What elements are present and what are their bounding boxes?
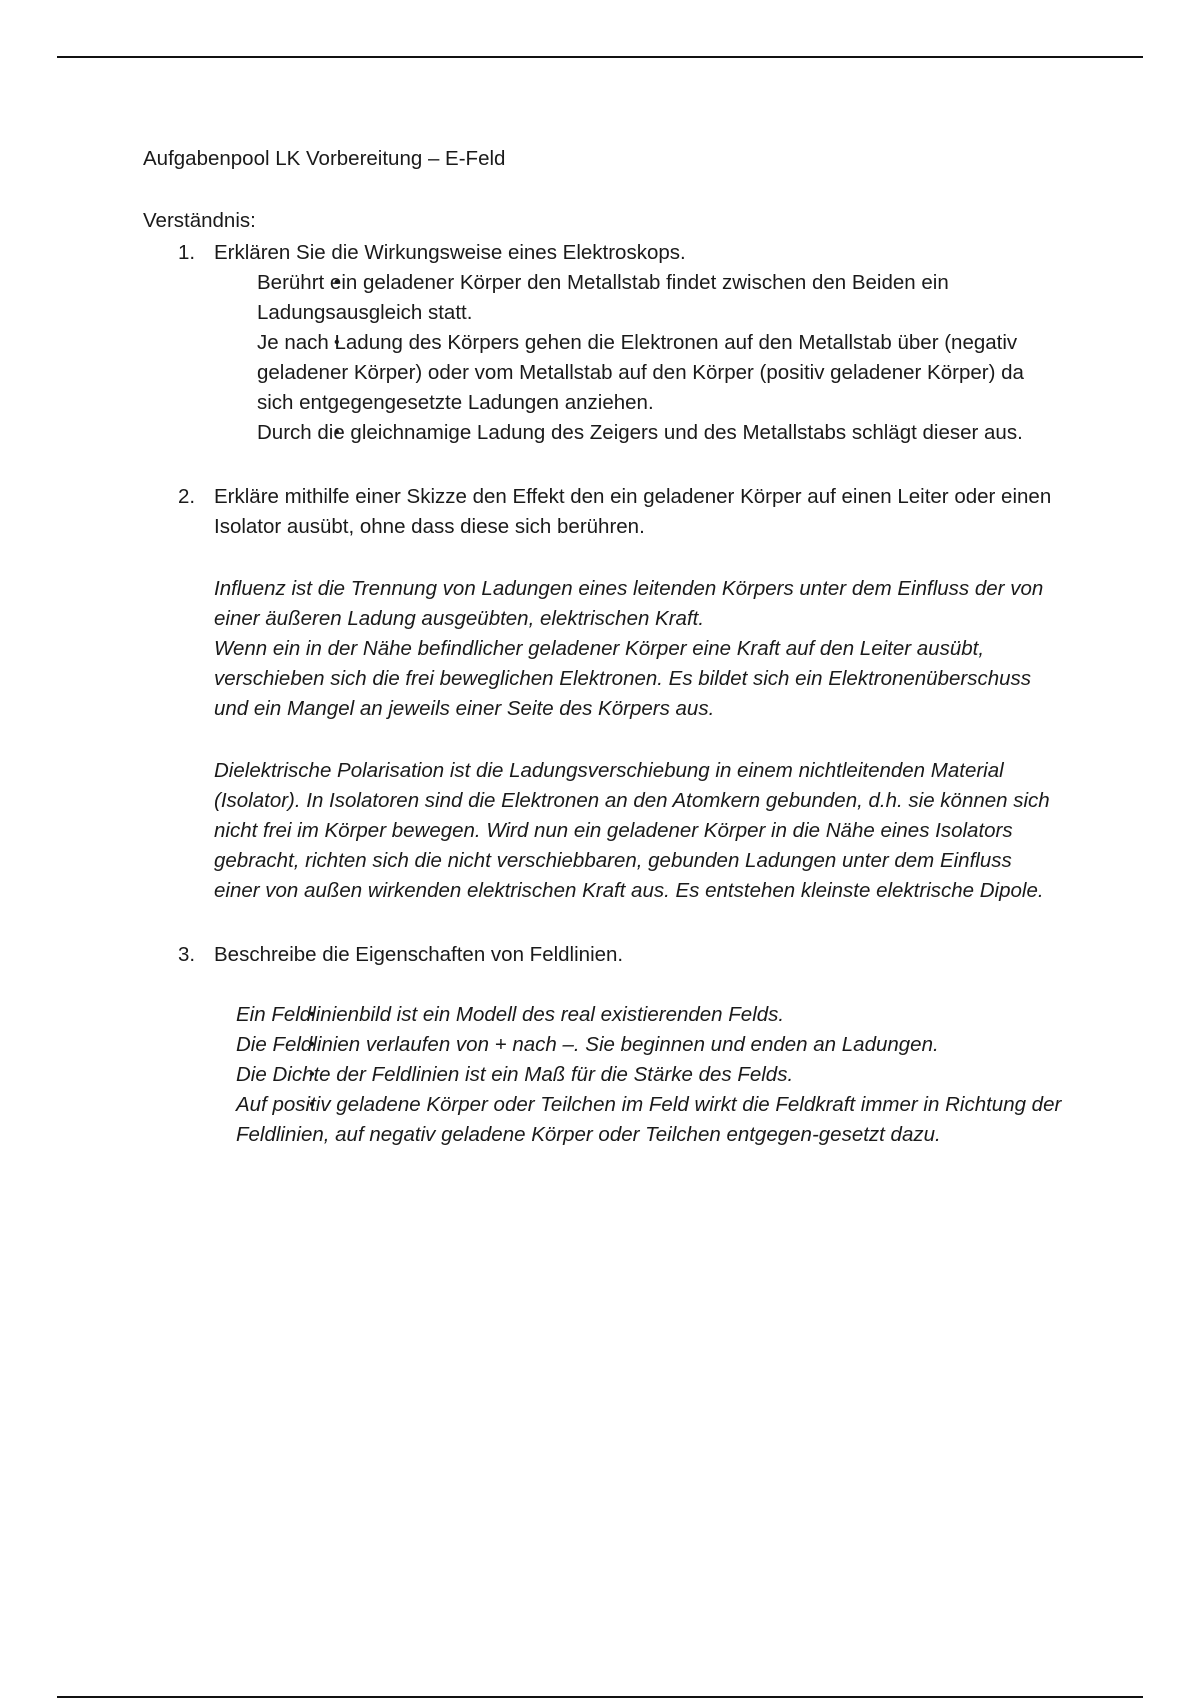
paragraph: Influenz ist die Trennung von Ladungen eines leitenden Körpers unter dem Einfluss der von einer äußeren Ladung ausgeübten, elektrischen Kraft. xyxy=(214,577,1044,630)
list-item: • Die Feldlinien verlaufen von + nach –. Sie beginnen und enden an Ladungen. xyxy=(236,1030,1063,1060)
question-text: Erkläre mithilfe einer Skizze den Effekt den ein geladener Körper auf einen Leiter oder einen Isolator ausübt, ohne dass diese sich berühren. xyxy=(214,485,1052,538)
list-item: • Durch die gleichnamige Ladung des Zeigers und des Metallstabs schlägt dieser aus. xyxy=(257,418,1063,448)
list-item: • Berührt ein geladener Körper den Metallstab findet zwischen den Beiden ein Ladungsausgleich statt. xyxy=(257,268,1063,328)
list-item: • Die Dichte der Feldlinien ist ein Maß für die Stärke des Felds. xyxy=(236,1060,1063,1090)
paragraph: Dielektrische Polarisation ist die Ladungsverschiebung in einem nichtleitenden Material (Isolator). In Isolatoren sind die Elektronen an den Atomkern gebunden, d.h. sie können sich nicht frei im Körper bewegen. Wird nun ein geladener Körper in die Nähe eines Isolators gebracht, richten sich die nicht verschiebbaren, gebunden Ladungen unter dem Einfluss einer von außen wirkenden elektrischen Kraft aus. Es entstehen kleinste elektrische Dipole. xyxy=(214,759,1050,902)
document-body xyxy=(143,144,1063,1150)
question-number: 3. xyxy=(178,943,196,966)
answer-1-list xyxy=(143,268,1063,448)
answer-influenz xyxy=(143,574,1063,724)
document-title: Aufgabenpool LK Vorbereitung – E-Feld xyxy=(143,147,506,170)
question-number: 2. xyxy=(178,485,196,508)
section-heading: Verständnis: xyxy=(143,209,256,232)
question-3 xyxy=(143,940,1063,970)
answer-polarisation xyxy=(143,756,1063,906)
footer-rule xyxy=(57,1696,1143,1698)
list-item: • Je nach Ladung des Körpers gehen die Elektronen auf den Metallstab über (negativ geladener Körper) oder vom Metallstab auf den Körper (positiv geladener Körper) da sich entgegengesetzte Ladungen anziehen. xyxy=(257,328,1063,418)
question-1 xyxy=(143,238,1063,268)
paragraph: Wenn ein in der Nähe befindlicher geladener Körper eine Kraft auf den Leiter ausübt, verschieben sich die frei beweglichen Elektronen. Es bildet sich ein Elektronenüberschuss und ein Mangel an jeweils einer Seite des Körpers aus. xyxy=(214,637,1032,720)
header-rule xyxy=(57,56,1143,58)
question-text: Erklären Sie die Wirkungsweise eines Elektroskops. xyxy=(214,241,686,264)
answer-3-list xyxy=(143,1000,1063,1150)
list-item: • Ein Feldlinienbild ist ein Modell des real existierenden Felds. xyxy=(236,1000,1063,1030)
question-number: 1. xyxy=(178,241,196,264)
list-item: • Auf positiv geladene Körper oder Teilchen im Feld wirkt die Feldkraft immer in Richtung der Feldlinien, auf negativ geladene Körper oder Teilchen entgegen-gesetzt dazu. xyxy=(236,1090,1063,1150)
question-2 xyxy=(143,482,1063,542)
question-text: Beschreibe die Eigenschaften von Feldlinien. xyxy=(214,943,624,966)
